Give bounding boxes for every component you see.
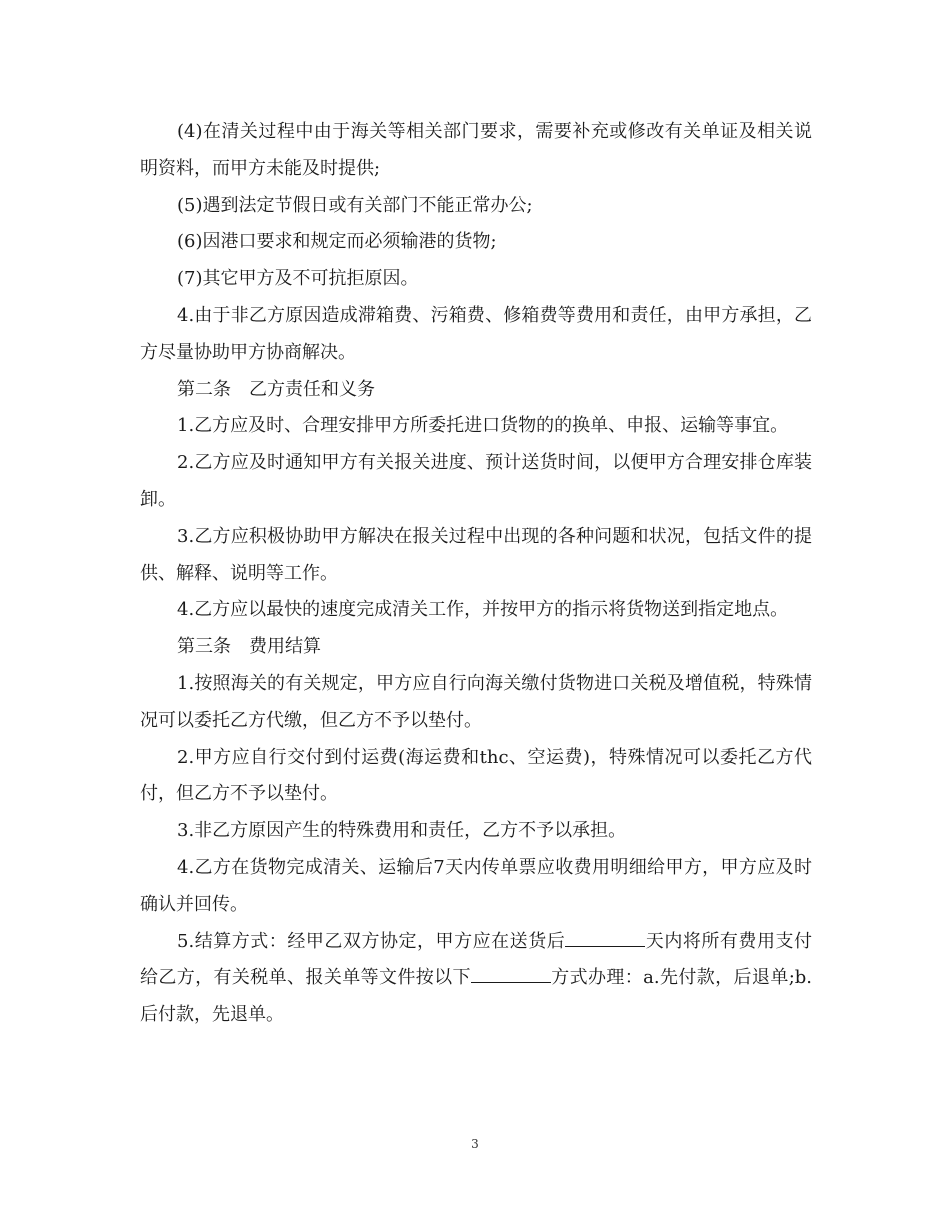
clause-paragraph: (5)遇到法定节假日或有关部门不能正常办公;	[177, 194, 533, 216]
settlement-text-part-1: 5.结算方式：经甲乙双方协定，甲方应在送货后	[177, 930, 566, 952]
clause-paragraph: 1.乙方应及时、合理安排甲方所委托进口货物的的换单、申报、运输等事宜。	[177, 415, 789, 437]
clause-paragraph: (7)其它甲方及不可抗拒原因。	[177, 268, 419, 290]
clause-paragraph: 4.乙方应以最快的速度完成清关工作，并按甲方的指示将货物送到指定地点。	[177, 599, 789, 621]
clause-paragraph: 3.乙方应积极协助甲方解决在报关过程中出现的各种问题和状况，包括文件的提供、解释、说明等工作。	[140, 525, 812, 584]
settlement-clause	[140, 924, 812, 1034]
days-blank-line	[565, 932, 645, 947]
clause-paragraph: 2.甲方应自行交付到付运费(海运费和thc、空运费)，特殊情况可以委托乙方代付，但乙方不予以垫付。	[140, 746, 812, 805]
article-heading: 第二条 乙方责任和义务	[177, 378, 375, 400]
clause-paragraph: (6)因港口要求和规定而必须输港的货物;	[177, 231, 497, 253]
page-number: 3	[471, 1137, 479, 1151]
clause-paragraph: (4)在清关过程中由于海关等相关部门要求，需要补充或修改有关单证及相关说明资料，而甲方未能及时提供;	[140, 121, 812, 179]
clause-paragraph: 2.乙方应及时通知甲方有关报关进度、预计送货时间，以便甲方合理安排仓库装卸。	[140, 452, 812, 510]
settlement-text-part-2: 天内将所有费用支付给乙方，有关税单、报关单等文件按以下	[140, 930, 813, 989]
clause-paragraph: 4.乙方在货物完成清关、运输后7天内传单票应收费用明细给甲方，甲方应及时确认并回传。	[140, 856, 812, 915]
article-heading: 第三条 费用结算	[177, 636, 321, 658]
method-blank-line	[471, 968, 551, 983]
clause-paragraph: 4.由于非乙方原因造成滞箱费、污箱费、修箱费等费用和责任，由甲方承担，乙方尽量协助甲方协商解决。	[140, 304, 812, 363]
settlement-text-part-3: 方式办理：a.先付款，后退单;b.后付款，先退单。	[140, 967, 813, 1026]
clause-paragraph: 1.按照海关的有关规定，甲方应自行向海关缴付货物进口关税及增值税，特殊情况可以委托乙方代缴，但乙方不予以垫付。	[140, 672, 812, 731]
clause-paragraph: 3.非乙方原因产生的特殊费用和责任，乙方不予以承担。	[177, 820, 627, 842]
document-body	[140, 114, 812, 1034]
